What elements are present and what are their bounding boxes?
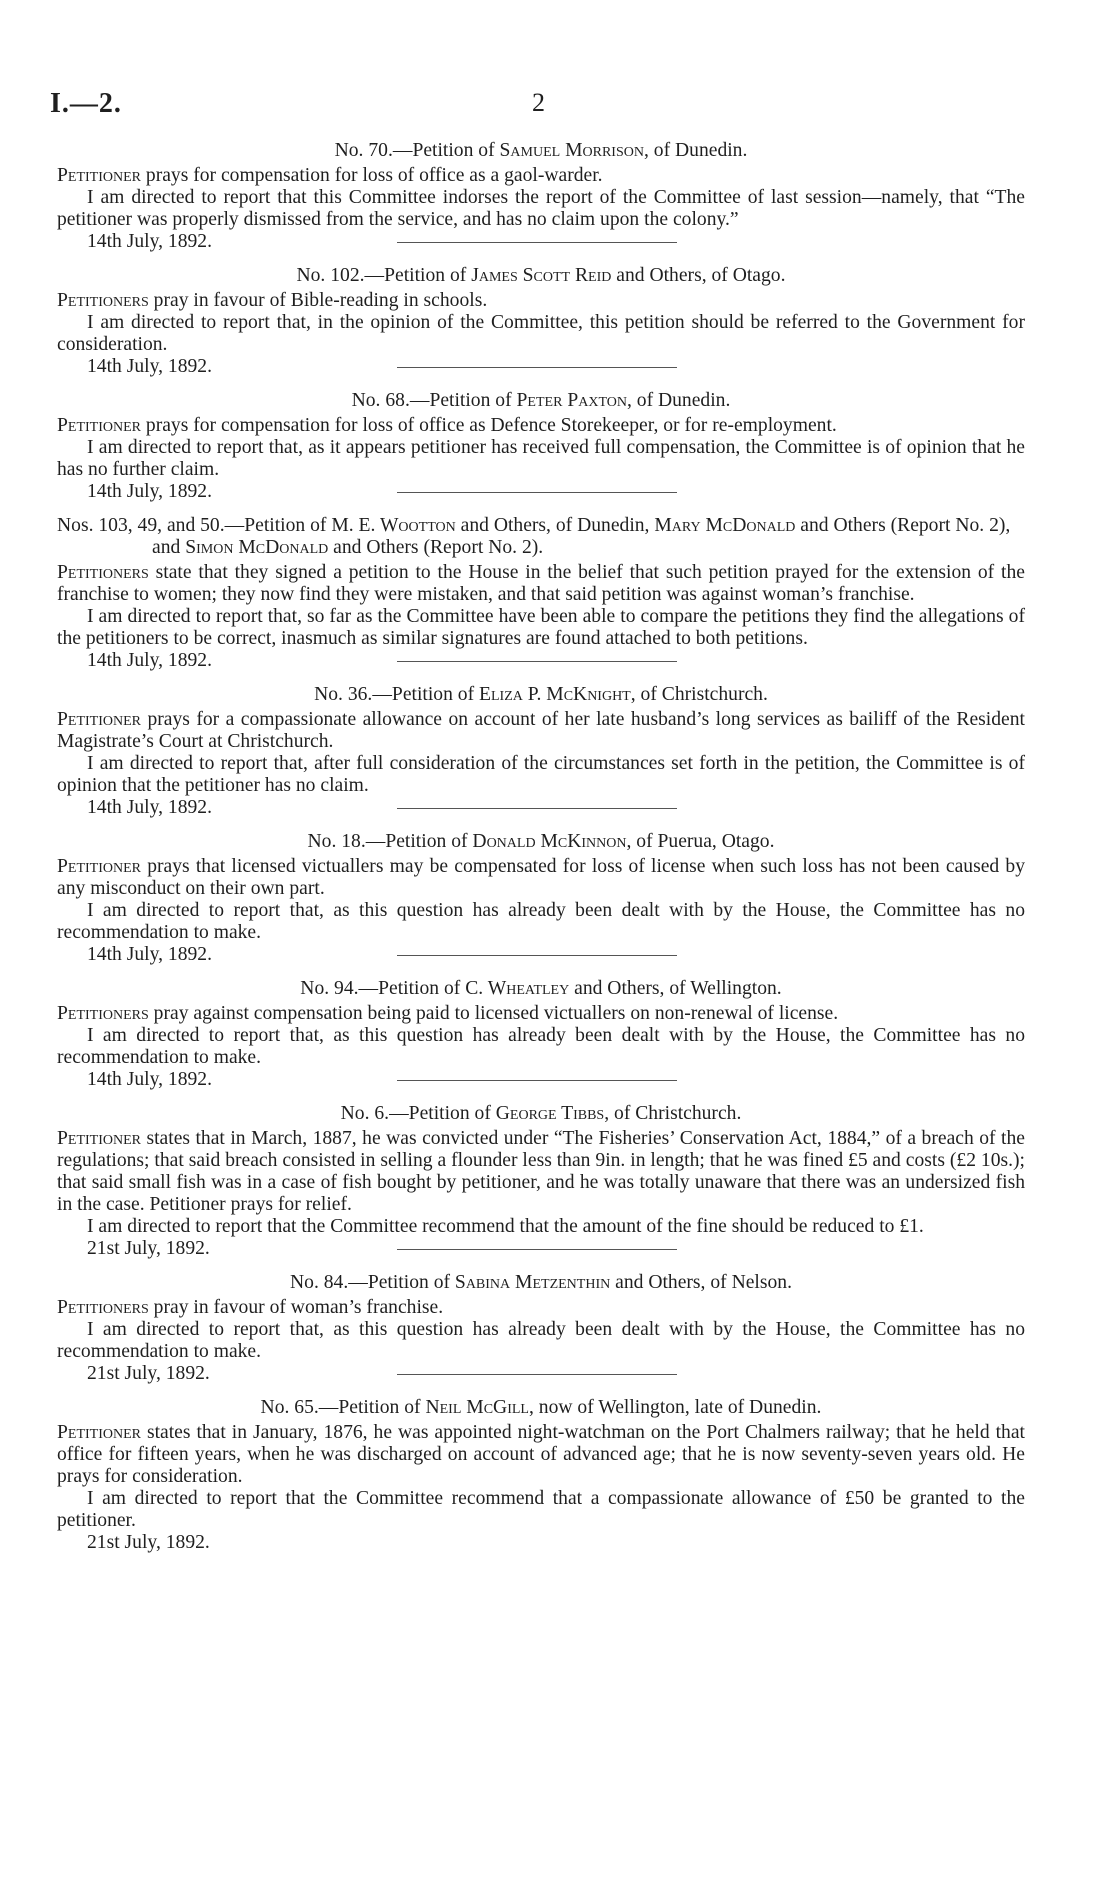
report-date: 21st July, 1892. bbox=[87, 1532, 210, 1553]
petition-prayer: Petitioner states that in March, 1887, he was convicted under “The Fisheries’ Conservation Act, 1884,” of a breach of the regulations; that said breach consisted in selling a flounder less than 9in. in length; that he was fined £5 and costs (£2 10s.); that said small fish was in a case of fish bought by petitioner, and he was totally unaware that there was an undersized fish in the case. Petitioner prays for relief. bbox=[57, 1128, 1025, 1215]
petition-heading: No. 94.—Petition of C. Wheatley and Others, of Wellington. bbox=[300, 978, 782, 999]
petition-entry bbox=[57, 831, 1025, 965]
petition-entry bbox=[57, 140, 1025, 252]
report-date: 14th July, 1892. bbox=[87, 481, 213, 502]
petitioner-name: Donald McKinnon bbox=[472, 831, 627, 852]
petitioner-name: Sabina Metzenthin bbox=[454, 1272, 611, 1293]
petition-heading: No. 102.—Petition of James Scott Reid and Others, of Otago. bbox=[296, 265, 786, 286]
petition-prayer: Petitioners pray in favour of woman’s franchise. bbox=[57, 1297, 444, 1318]
section-divider bbox=[397, 661, 677, 662]
page-header bbox=[50, 88, 1064, 128]
section-divider bbox=[397, 1374, 677, 1375]
committee-report: I am directed to report that, after full consideration of the circumstances set forth in the petition, the Committee is of opinion that the petitioner has no claim. bbox=[57, 753, 1025, 796]
petition-prayer: Petitioners pray in favour of Bible-reading in schools. bbox=[57, 290, 488, 311]
report-date: 14th July, 1892. bbox=[87, 797, 213, 818]
committee-report: I am directed to report that this Committee indorses the report of the Committee of last session—namely, that “The petitioner was properly dismissed from the service, and has no claim upon the colony.” bbox=[57, 187, 1025, 230]
report-date: 14th July, 1892. bbox=[87, 944, 213, 965]
petition-prayer: Petitioner prays for compensation for loss of office as Defence Storekeeper, or for re-employment. bbox=[57, 415, 837, 436]
committee-report: I am directed to report that, so far as the Committee have been able to compare the petitions they find the allegations of the petitioners to be correct, inasmuch as similar signatures are found attached to both petitions. bbox=[57, 606, 1025, 649]
petitioner-name: M. E. Wootton bbox=[331, 515, 456, 536]
petition-heading: No. 70.—Petition of Samuel Morrison, of Dunedin. bbox=[334, 140, 748, 161]
petitioner-name: Peter Paxton bbox=[516, 390, 627, 411]
petition-prayer: Petitioner prays for compensation for loss of office as a gaol-warder. bbox=[57, 165, 603, 186]
committee-report: I am directed to report that, in the opinion of the Committee, this petition should be referred to the Government for consideration. bbox=[57, 312, 1025, 355]
committee-report: I am directed to report that the Committee recommend that a compassionate allowance of £50 be granted to the petitioner. bbox=[57, 1488, 1025, 1531]
petition-entry bbox=[57, 1272, 1025, 1384]
report-date: 21st July, 1892. bbox=[87, 1363, 210, 1384]
report-date: 21st July, 1892. bbox=[87, 1238, 210, 1259]
section-divider bbox=[397, 808, 677, 809]
petitioner-name: George Tibbs bbox=[495, 1103, 605, 1124]
petition-entry bbox=[57, 515, 1025, 671]
section-divider bbox=[397, 1249, 677, 1250]
petitioner-name: Neil McGill bbox=[425, 1397, 529, 1418]
petition-heading: No. 6.—Petition of George Tibbs, of Christchurch. bbox=[340, 1103, 742, 1124]
petition-heading: No. 65.—Petition of Neil McGill, now of Wellington, late of Dunedin. bbox=[260, 1397, 822, 1418]
section-divider bbox=[397, 955, 677, 956]
petition-prayer: Petitioners pray against compensation being paid to licensed victuallers on non-renewal of license. bbox=[57, 1003, 839, 1024]
report-date: 14th July, 1892. bbox=[87, 1069, 213, 1090]
section-divider bbox=[397, 242, 677, 243]
petition-heading: Nos. 103, 49, and 50.—Petition of M. E. Wootton and Others, of Dunedin, Mary McDonald and Others (Report No. 2), and Simon McDonald and Others (Report No. 2). bbox=[57, 515, 1011, 558]
section-divider bbox=[397, 1080, 677, 1081]
report-date: 14th July, 1892. bbox=[87, 356, 213, 377]
committee-report: I am directed to report that the Committee recommend that the amount of the fine should be reduced to £1. bbox=[87, 1216, 924, 1237]
petition-entry bbox=[57, 1103, 1025, 1259]
petition-prayer: Petitioner states that in January, 1876, he was appointed night-watchman on the Port Chalmers railway; that he held that office for fifteen years, when he was discharged on account of advanced age; that he is now seventy-seven years old. He prays for consideration. bbox=[57, 1422, 1025, 1487]
committee-report: I am directed to report that, as this question has already been dealt with by the House, the Committee has no recommendation to make. bbox=[57, 900, 1025, 943]
petition-entry bbox=[57, 265, 1025, 377]
petition-entry bbox=[57, 1397, 1025, 1554]
petition-entry bbox=[57, 978, 1025, 1090]
petition-heading: No. 68.—Petition of Peter Paxton, of Dunedin. bbox=[351, 390, 731, 411]
page-number: 2 bbox=[532, 88, 545, 117]
section-divider bbox=[397, 367, 677, 368]
petition-heading: No. 36.—Petition of Eliza P. McKnight, of Christchurch. bbox=[314, 684, 768, 705]
petition-heading: No. 84.—Petition of Sabina Metzenthin and Others, of Nelson. bbox=[290, 1272, 792, 1293]
petition-prayer: Petitioner prays that licensed victuallers may be compensated for loss of license when such loss has not been caused by any misconduct on their own part. bbox=[57, 856, 1025, 899]
section-divider bbox=[397, 492, 677, 493]
report-date: 14th July, 1892. bbox=[87, 650, 213, 671]
committee-report: I am directed to report that, as this question has already been dealt with by the House, the Committee has no recommendation to make. bbox=[57, 1319, 1025, 1362]
report-date: 14th July, 1892. bbox=[87, 231, 213, 252]
committee-report: I am directed to report that, as it appears petitioner has received full compensation, the Committee is of opinion that he has no further claim. bbox=[57, 437, 1025, 480]
petition-prayer: Petitioner prays for a compassionate allowance on account of her late husband’s long services as bailiff of the Resident Magistrate’s Court at Christchurch. bbox=[57, 709, 1025, 752]
petitioner-name: James Scott Reid bbox=[471, 265, 612, 286]
committee-report: I am directed to report that, as this question has already been dealt with by the House, the Committee has no recommendation to make. bbox=[57, 1025, 1025, 1068]
petitioner-name: C. Wheatley bbox=[465, 978, 570, 999]
petitioner-name: Simon McDonald bbox=[185, 537, 329, 558]
petition-entry bbox=[57, 390, 1025, 502]
document-reference: I.—2. bbox=[50, 88, 122, 119]
petitioner-name: Samuel Morrison bbox=[499, 140, 644, 161]
petition-heading: No. 18.—Petition of Donald McKinnon, of Puerua, Otago. bbox=[307, 831, 775, 852]
petitions-list bbox=[57, 140, 1025, 1554]
petition-prayer: Petitioners state that they signed a petition to the House in the belief that such petition prayed for the extension of the franchise to women; they now find they were mistaken, and that said petition was against woman’s franchise. bbox=[57, 562, 1025, 605]
petition-entry bbox=[57, 684, 1025, 818]
petitioner-name: Mary McDonald bbox=[654, 515, 796, 536]
petitioner-name: Eliza P. McKnight bbox=[479, 684, 631, 705]
